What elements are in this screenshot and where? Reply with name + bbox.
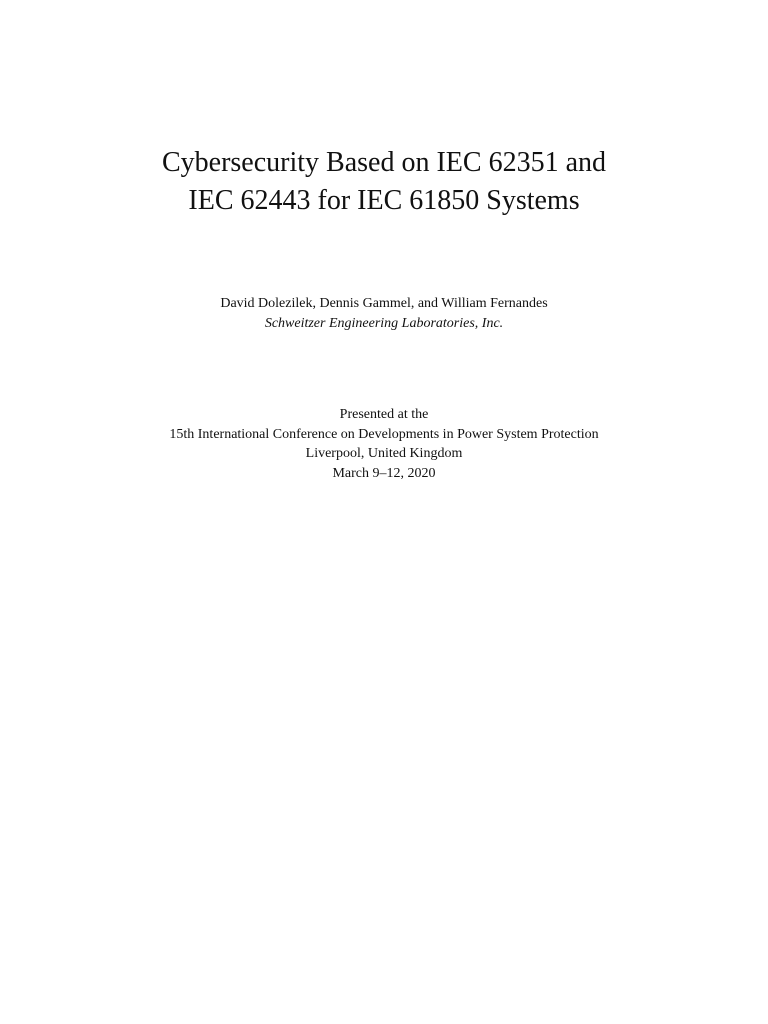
conference-date: March 9–12, 2020 <box>332 465 436 481</box>
conference-location: Liverpool, United Kingdom <box>305 446 463 461</box>
conference-name: 15th International Conference on Developments in Power System Protection <box>169 426 599 442</box>
title-line-2: IEC 62443 for IEC 61850 Systems <box>188 185 580 216</box>
paper-title <box>0 144 768 220</box>
author-block <box>0 294 768 334</box>
author-names: David Dolezilek, Dennis Gammel, and William Fernandes <box>220 296 548 311</box>
author-affiliation: Schweitzer Engineering Laboratories, Inc. <box>264 316 504 331</box>
title-line-1: Cybersecurity Based on IEC 62351 and <box>161 147 607 178</box>
presented-at-label: Presented at the <box>339 407 429 422</box>
presentation-info <box>0 405 768 483</box>
